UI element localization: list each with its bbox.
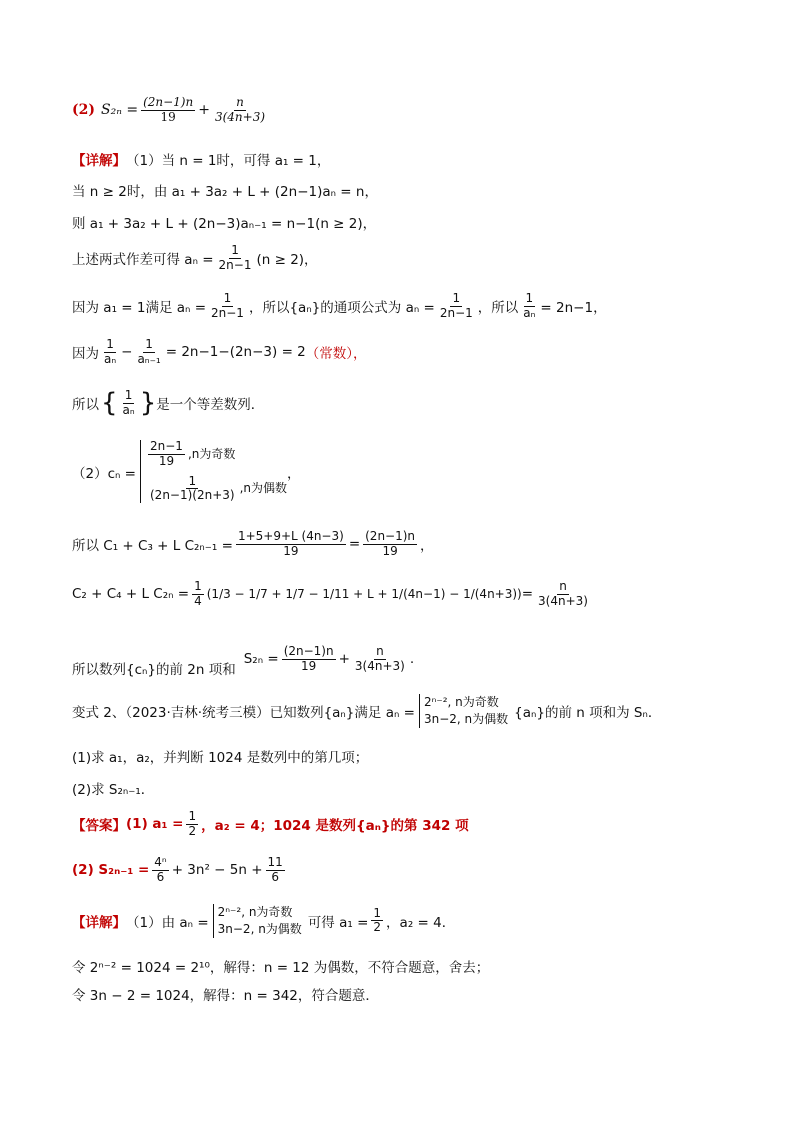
solution-text: 则 a₁ + 3a₂ + L + (2n−3)aₙ₋₁ = n−1(n ≥ 2)， xyxy=(72,216,377,232)
solution-tag: 【详解】 xyxy=(72,914,126,931)
part-label: (2) xyxy=(72,102,95,119)
fraction: $\frac{1}{\text{aₙ₋₁}}$ xyxy=(137,337,161,366)
solution-line xyxy=(72,212,376,232)
answer-line: (2) S₂ₙ₋₁ = $\frac{\text{4ⁿ}}{6}$ + 3n² − 5n + $\frac{11}{6}$ xyxy=(72,855,283,884)
formula-lhs: S₂ₙ = xyxy=(101,102,139,119)
fraction: $\frac{(2n-1)n}{19}$ xyxy=(143,95,194,124)
solution-line: 令 3n − 2 = 1024，解得：n = 342，符合题意． xyxy=(72,988,379,1004)
solution-line: 【详解】 （1）由 aₙ = 2ⁿ⁻², n为奇数 3n−2, n为偶数 可得 a₁ = $\frac{1}{2}$ ，a₂ = 4． xyxy=(72,905,456,936)
solution-line: 所以 C₁ + C₃ + L C₂ₙ₋₁ = $\frac{1+5+9+L (4n-3)}{19}$ = $\frac{(2n-1)n}{19}$ ， xyxy=(72,529,434,558)
piecewise: 2ⁿ⁻², n为奇数 3n−2, n为偶数 xyxy=(213,904,302,938)
question-item: (2)求 S₂ₙ₋₁． xyxy=(72,782,155,798)
solution-text: （1）当 n = 1时，可得 a₁ = 1， xyxy=(126,153,331,169)
right-brace: } xyxy=(139,388,157,418)
solution-line: 因为 $\frac{1}{\text{aₙ}}$ − $\frac{1}{\text{aₙ₋₁}}$ = 2n−1−(2n−3) = 2 （常数）， xyxy=(72,337,367,366)
solution-line: 因为 a₁ = 1满足 aₙ = $\frac{1}{2n-1}$ ，所以{aₙ}的通项公式为 aₙ = $\frac{1}{2n-1}$ ，所以 $\frac{1}{\text{aₙ}}$ = 2n−1， xyxy=(72,291,607,320)
solution-tag: 【详解】 xyxy=(72,153,126,169)
solution-line xyxy=(72,180,378,200)
fraction: $\frac{1+5+9+L (4n-3)}{19}$ xyxy=(237,529,344,558)
solution-line: 所以数列{cₙ}的前 2n 项和 S₂ₙ = $\frac{(2n-1)n}{19}$ + $\frac{n}{3(4n+3)}$ . xyxy=(72,643,415,678)
left-brace: { xyxy=(101,388,118,418)
fraction: $\frac{1}{\text{aₙ}}$ xyxy=(523,291,536,320)
fraction: $\frac{n}{3(4n+3)}$ xyxy=(538,579,588,608)
fraction: $\frac{1}{\text{aₙ}}$ xyxy=(104,337,117,366)
fraction: $\frac{1}{2n-1}$ xyxy=(211,291,244,320)
solution-line: 令 2ⁿ⁻² = 1024 = 2¹⁰，解得：n = 12 为偶数，不符合题意，舍去； xyxy=(72,960,490,976)
solution-line: 所以 { $\frac{1}{\text{aₙ}}$ } 是一个等差数列． xyxy=(72,387,265,418)
variant-question: 变式 2、（2023·吉林·统考三模）已知数列{aₙ}满足 aₙ = 2ⁿ⁻², n为奇数 3n−2, n为偶数 {aₙ}的前 n 项和为 Sₙ． xyxy=(72,695,662,726)
question-item: (1)求 a₁，a₂，并判断 1024 是数列中的第几项； xyxy=(72,750,369,766)
fraction: $\frac{n}{3(4n+3)}$ xyxy=(214,95,266,124)
answer-tag: 【答案】 xyxy=(72,818,126,835)
fraction: $\frac{1}{2}$ xyxy=(373,905,382,935)
piecewise: 2ⁿ⁻², n为奇数 3n−2, n为偶数 xyxy=(419,694,508,728)
fraction: $\frac{1}{2n-1}$ xyxy=(439,291,473,320)
answer-line: 【答案】 (1) a₁ = $\frac{1}{2}$ ，a₂ = 4；1024 是数列{aₙ}的第 342 项 xyxy=(72,809,469,838)
fraction: $\frac{1}{4}$ xyxy=(194,579,202,608)
fraction: $\frac{(2n-1)n}{19}$ xyxy=(365,529,416,558)
solution-line: （2）cₙ = $\frac{2n-1}{19}$ ,n为奇数 $\frac{1}{(2n-1)(2n+3)}$ ,n为偶数 ， xyxy=(72,439,301,503)
fraction: $\frac{(2n-1)n}{19}$ xyxy=(283,643,334,673)
solution-text: 当 n ≥ 2时，由 a₁ + 3a₂ + L + (2n−1)aₙ = n， xyxy=(72,184,378,200)
piecewise: $\frac{2n-1}{19}$ ,n为奇数 $\frac{1}{(2n-1)(2n+3)}$ ,n为偶数 xyxy=(140,440,287,503)
fraction: $\frac{\text{4ⁿ}}{6}$ xyxy=(154,855,167,884)
fraction: $\frac{n}{3(4n+3)}$ xyxy=(354,643,405,673)
solution-line xyxy=(72,149,330,169)
solution-line: 上述两式作差可得 aₙ = $\frac{1}{2n-1}$ (n ≥ 2)， xyxy=(72,243,318,272)
solution-line: C₂ + C₄ + L C₂ₙ = $\frac{1}{4}$ (1/3 − 1/7 + 1/7 − 1/11 + L + 1/(4n−1) − 1/(4n+3)) = $\frac{n}{3(4n+3)}$ xyxy=(72,579,588,608)
fraction: $\frac{1}{2}$ xyxy=(188,809,197,838)
fraction: $\frac{1}{\text{aₙ}}$ xyxy=(122,387,135,417)
fraction: $\frac{1}{2n-1}$ xyxy=(218,243,252,272)
answer-part2-line: (2) S₂ₙ = $\frac{(2n-1)n}{19}$ + $\frac{n}{3(4n+3)}$ xyxy=(72,95,266,124)
fraction: $\frac{11}{6}$ xyxy=(267,855,283,884)
